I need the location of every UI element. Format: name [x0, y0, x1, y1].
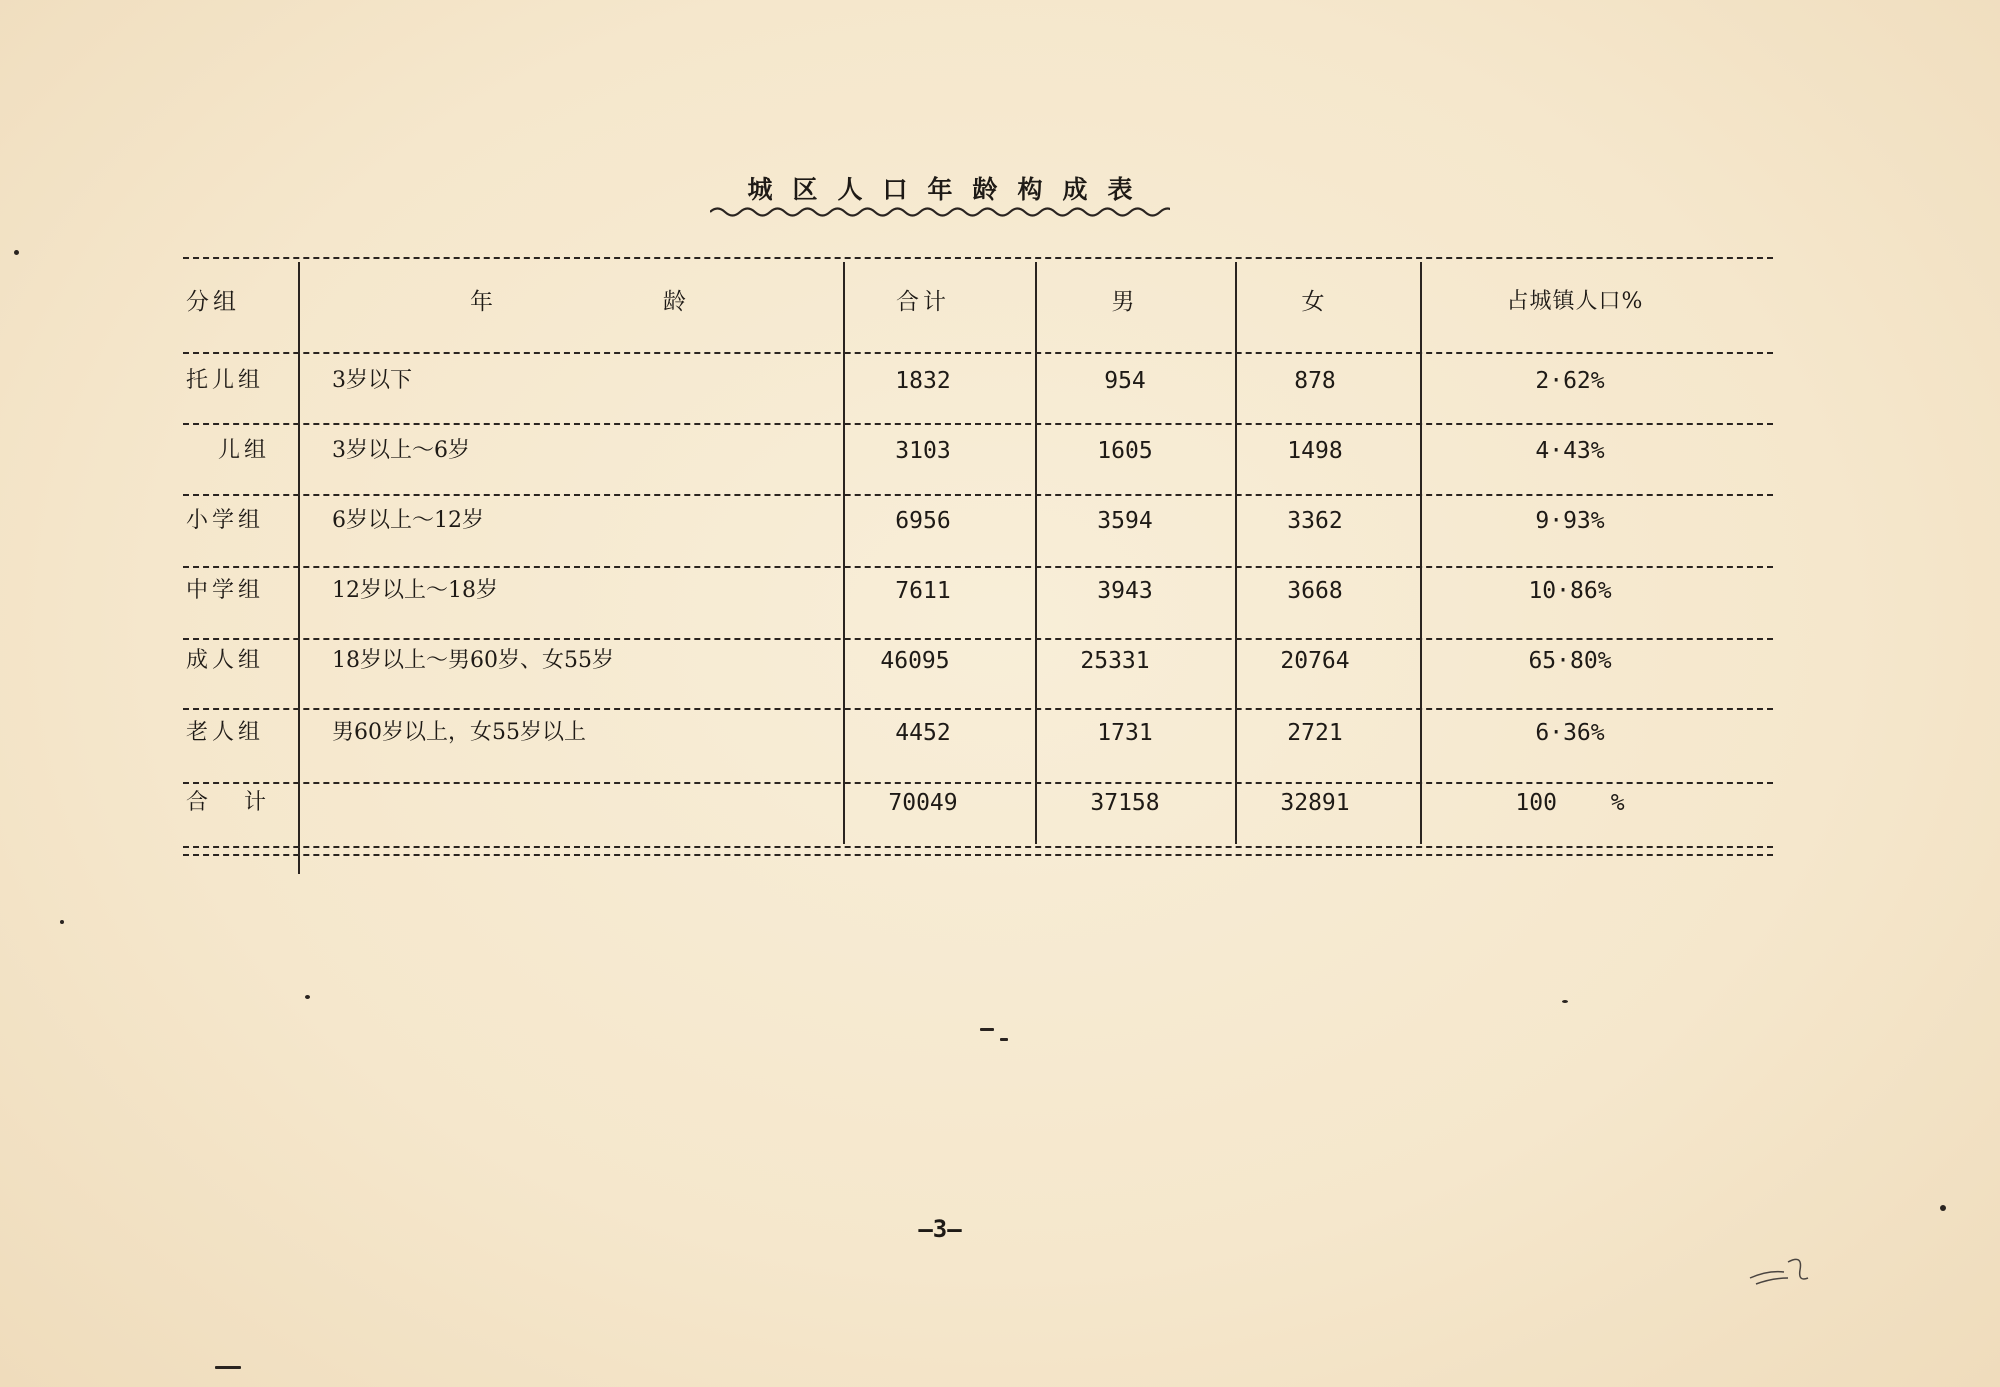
scan-speck	[1940, 1205, 1946, 1211]
row-age: 男60岁以上，女55岁以上	[332, 720, 586, 745]
table-top-rule	[183, 257, 1773, 259]
header-female: 女	[1301, 289, 1329, 315]
total-label: 合计	[186, 790, 303, 815]
row-percent: 65·80%	[1528, 648, 1612, 674]
row-male: 3943	[1097, 578, 1153, 604]
row-age: 18岁以上～男60岁、女55岁	[332, 648, 614, 673]
row-male: 1731	[1097, 720, 1153, 746]
row-total: 1832	[895, 368, 951, 394]
row-rule	[183, 708, 1773, 710]
row-total: 6956	[895, 508, 951, 534]
row-total: 7611	[895, 578, 951, 604]
column-divider	[298, 262, 300, 874]
row-rule	[183, 352, 1773, 354]
row-female: 2721	[1287, 720, 1343, 746]
column-divider	[843, 262, 845, 844]
row-group: 托儿组	[186, 368, 265, 393]
row-age: 3岁以下	[332, 368, 412, 393]
scan-speck	[305, 995, 310, 999]
row-group: 儿组	[218, 438, 271, 463]
row-rule	[183, 566, 1773, 568]
row-percent: 10·86%	[1528, 578, 1612, 604]
row-age: 12岁以上～18岁	[332, 578, 498, 603]
row-female: 1498	[1287, 438, 1343, 464]
total-age	[332, 788, 832, 818]
total-total: 70049	[888, 790, 958, 816]
row-male: 954	[1104, 368, 1146, 394]
row-male: 1605	[1097, 438, 1153, 464]
row-female: 3362	[1287, 508, 1343, 534]
header-percent: 占城镇人口%	[1506, 289, 1644, 314]
row-group: 小学组	[186, 508, 265, 533]
row-total: 46095	[880, 648, 950, 674]
row-male: 3594	[1097, 508, 1153, 534]
scan-speck	[1000, 1038, 1008, 1041]
header-male: 男	[1111, 289, 1139, 315]
row-rule	[183, 423, 1773, 425]
title-wavy-underline	[710, 205, 1170, 219]
total-female: 32891	[1280, 790, 1350, 816]
column-divider	[1035, 262, 1037, 844]
row-group: 中学组	[186, 578, 265, 603]
row-rule	[183, 638, 1773, 640]
table-bottom-rule	[183, 854, 1773, 856]
row-percent: 4·43%	[1535, 438, 1605, 464]
column-divider	[1420, 262, 1422, 844]
scan-speck	[215, 1366, 241, 1369]
scan-speck	[1562, 1000, 1568, 1003]
pencil-mark-icon	[1748, 1248, 1818, 1288]
row-percent: 9·93%	[1535, 508, 1605, 534]
scan-speck	[60, 920, 64, 924]
row-total: 4452	[895, 720, 951, 746]
row-female: 3668	[1287, 578, 1343, 604]
row-group: 成人组	[186, 648, 265, 673]
header-total: 合计	[896, 289, 950, 315]
header-group: 分组	[186, 289, 240, 315]
row-female: 20764	[1280, 648, 1350, 674]
scan-speck	[980, 1028, 994, 1031]
row-group: 老人组	[186, 720, 265, 745]
row-rule	[183, 494, 1773, 496]
scan-speck	[14, 250, 19, 255]
row-age: 6岁以上～12岁	[332, 508, 484, 533]
total-male: 37158	[1090, 790, 1160, 816]
row-percent: 6·36%	[1535, 720, 1605, 746]
row-rule	[183, 846, 1773, 848]
column-divider	[1235, 262, 1237, 844]
row-percent: 2·62%	[1535, 368, 1605, 394]
total-percent: 100 %	[1515, 790, 1625, 816]
table-title: 城区人口年龄构成表	[747, 175, 1153, 204]
row-female: 878	[1294, 368, 1336, 394]
page-number: —3—	[918, 1215, 962, 1243]
header-age: 年龄	[470, 289, 856, 315]
row-rule	[183, 782, 1773, 784]
row-age: 3岁以上～6岁	[332, 438, 470, 463]
row-male: 25331	[1080, 648, 1150, 674]
row-total: 3103	[895, 438, 951, 464]
